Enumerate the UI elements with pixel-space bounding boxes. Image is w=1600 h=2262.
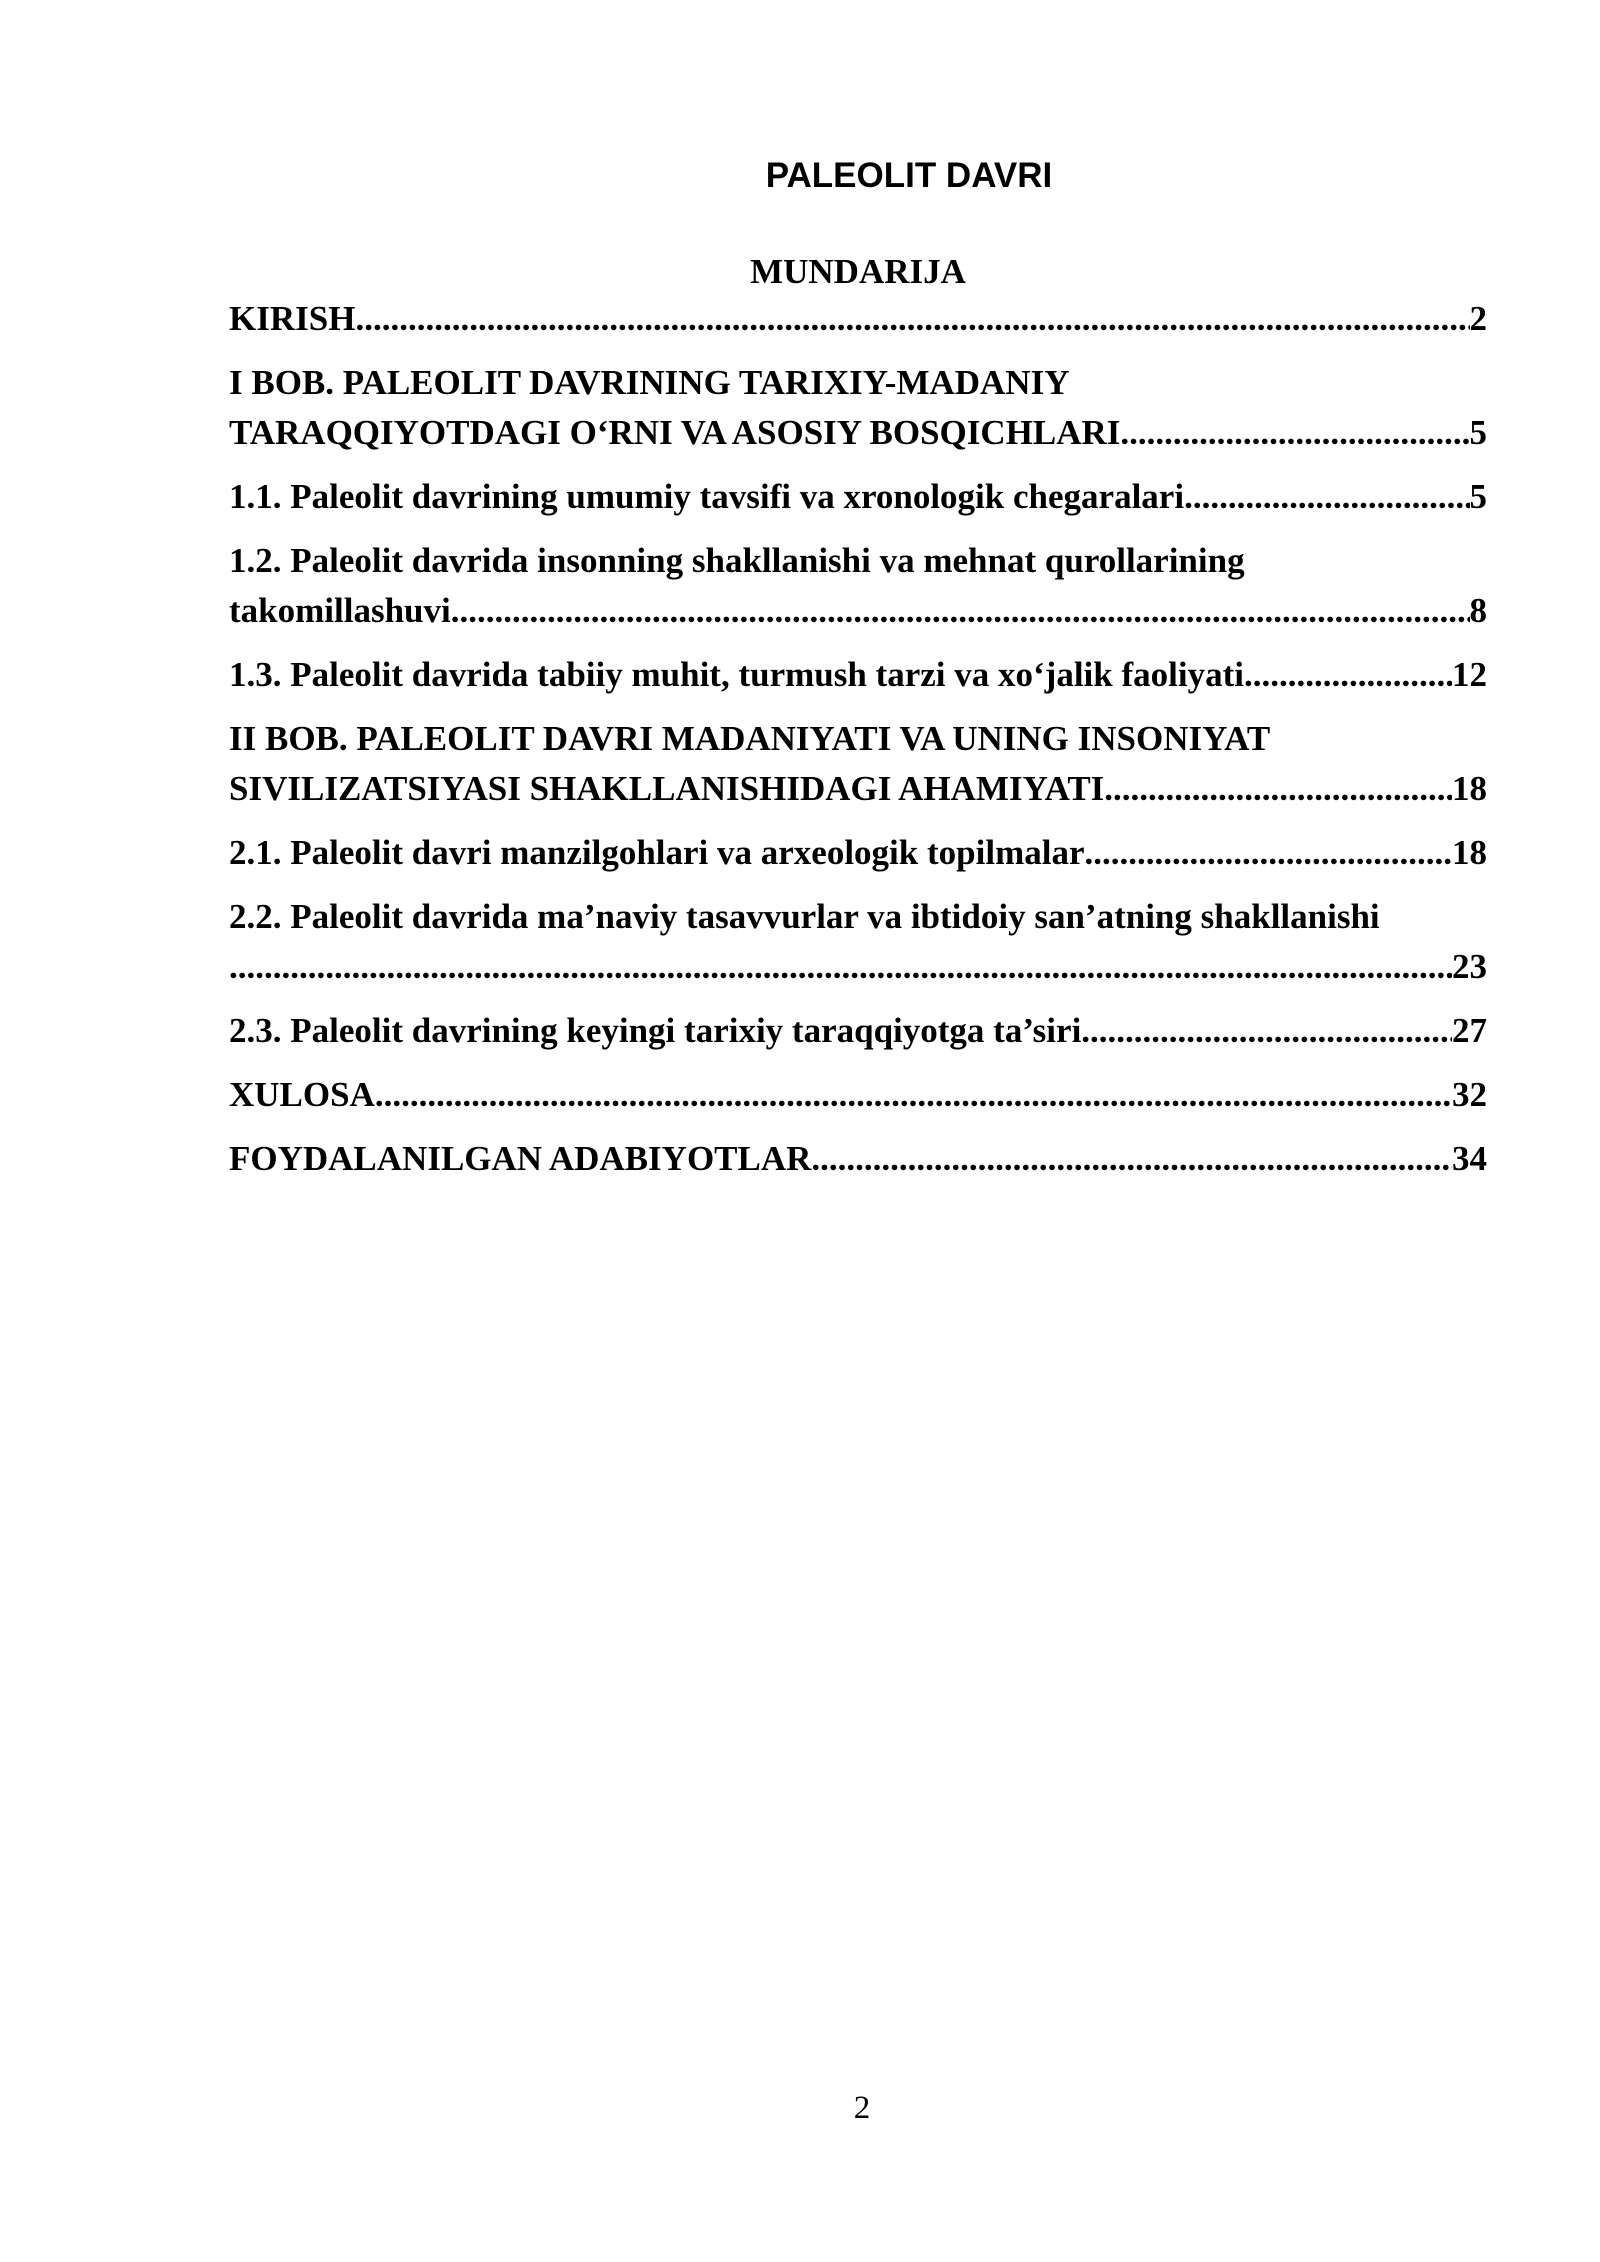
toc-entry-section-2-1[interactable] [229, 828, 1487, 878]
table-of-contents [229, 294, 1487, 1198]
toc-line [229, 1134, 1487, 1184]
toc-line [229, 586, 1487, 636]
toc-entry-title-line1: I BOB. PALEOLIT DAVRINING TARIXIY-MADANIY [229, 363, 1070, 402]
toc-entry-title-line2: SIVILIZATSIYASI SHAKLLANISHIDAGI AHAMIYATI [229, 769, 1105, 808]
toc-entry-kirish[interactable] [229, 294, 1487, 344]
toc-line [229, 294, 1487, 344]
toc-entry-adabiyotlar[interactable] [229, 1134, 1487, 1184]
toc-entry-title-line2: takomillashuvi [229, 591, 451, 630]
toc-page-number: 18 [1452, 769, 1487, 808]
toc-line [229, 536, 1487, 586]
toc-entry-title: KIRISH [229, 299, 356, 338]
toc-page-number: 34 [1452, 1139, 1487, 1178]
toc-page-number: 32 [1452, 1075, 1487, 1114]
toc-entry-title-line2: TARAQQIYOTDAGI O‘RNI VA ASOSIY BOSQICHLARI [229, 413, 1121, 452]
toc-entry-title: 2.2. Paleolit davrida ma’naviy tasavvurlar va ibtidoiy san’atning shakllanishi [229, 897, 1380, 936]
toc-entry-title: FOYDALANILGAN ADABIYOTLAR [229, 1139, 812, 1178]
document-title: PALEOLIT DAVRI [765, 156, 1053, 195]
toc-page-number: 27 [1452, 1011, 1487, 1050]
toc-line [229, 472, 1487, 522]
dot-leader [451, 586, 1470, 636]
dot-leader [1084, 828, 1452, 878]
page-number: 2 [853, 2090, 871, 2126]
toc-entry-title: 1.3. Paleolit davrida tabiiy muhit, turmush tarzi va xo‘jalik faoliyati [229, 655, 1244, 694]
toc-heading: MUNDARIJA [750, 252, 966, 291]
toc-entry-section-2-3[interactable] [229, 1006, 1487, 1056]
toc-line [229, 358, 1487, 408]
toc-page-number: 5 [1469, 477, 1487, 516]
toc-line [229, 828, 1487, 878]
toc-entry-chapter-2[interactable] [229, 714, 1487, 814]
toc-entry-title-line1: 1.2. Paleolit davrida insonning shakllanishi va mehnat qurollarining [229, 541, 1245, 580]
toc-line [229, 714, 1487, 764]
toc-entry-chapter-1[interactable] [229, 358, 1487, 458]
toc-entry-title: 2.1. Paleolit davri manzilgohlari va arxeologik topilmalar [229, 833, 1085, 872]
toc-entry-section-1-2[interactable] [229, 536, 1487, 636]
toc-page-number: 2 [1469, 299, 1487, 338]
dot-leader [229, 942, 1452, 992]
dot-leader [375, 1070, 1452, 1120]
toc-entry-section-1-3[interactable] [229, 650, 1487, 700]
toc-line [229, 1006, 1487, 1056]
toc-entry-xulosa[interactable] [229, 1070, 1487, 1120]
title-block [229, 152, 1589, 200]
toc-entry-title: 2.3. Paleolit davrining keyingi tarixiy taraqqiyotga ta’siri [229, 1011, 1082, 1050]
toc-line [229, 764, 1487, 814]
toc-page-number: 23 [1452, 947, 1487, 986]
toc-page-number: 5 [1469, 413, 1487, 452]
toc-entry-title: XULOSA [229, 1075, 375, 1114]
toc-entry-section-2-2[interactable] [229, 892, 1487, 992]
dot-leader [1104, 764, 1452, 814]
dot-leader [811, 1134, 1452, 1184]
dot-leader [1081, 1006, 1452, 1056]
toc-page-number: 18 [1452, 833, 1487, 872]
toc-entry-title-line1: II BOB. PALEOLIT DAVRI MADANIYATI VA UNING INSONIYAT [229, 719, 1271, 758]
toc-entry-section-1-1[interactable] [229, 472, 1487, 522]
toc-line [229, 650, 1487, 700]
toc-page-number: 8 [1469, 591, 1487, 630]
toc-line [229, 408, 1487, 458]
dot-leader [355, 294, 1469, 344]
toc-line [229, 1070, 1487, 1120]
dot-leader [1184, 472, 1469, 522]
toc-line [229, 892, 1487, 942]
dot-leader [1244, 650, 1452, 700]
toc-page-number: 12 [1452, 655, 1487, 694]
toc-entry-title: 1.1. Paleolit davrining umumiy tavsifi va xronologik chegaralari [229, 477, 1185, 516]
dot-leader [1120, 408, 1469, 458]
toc-line [229, 942, 1487, 992]
